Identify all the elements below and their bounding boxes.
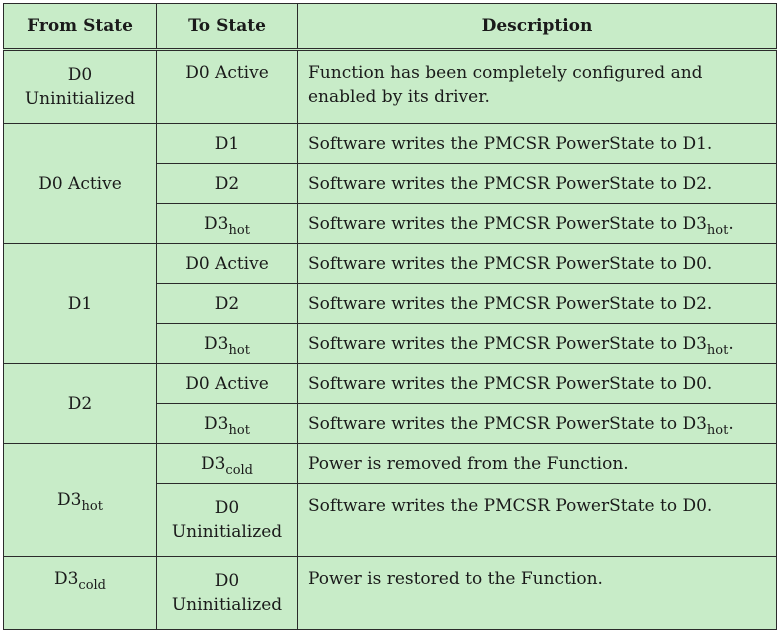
from-state-cell: D0 Uninitialized [4,50,157,124]
to-state-cell: D0 Uninitialized [157,557,298,630]
to-state-cell: $D3_{hot}$ [157,204,298,244]
table-row [4,124,777,164]
to-state-cell: $D3_{hot}$ [157,324,298,364]
to-state-cell: D1 [157,124,298,164]
to-state-cell: D0 Uninitialized [157,484,298,557]
to-state-cell: D0 Active [157,244,298,284]
from-state-cell: D2 [4,364,157,444]
description-cell: Software writes the PMCSR PowerState to $D3_{hot}$. [298,404,777,444]
from-state-cell: D1 [4,244,157,364]
to-state-cell: D0 Active [157,364,298,404]
to-state-cell: D0 Active [157,50,298,124]
description-cell: Software writes the PMCSR PowerState to D1. [298,124,777,164]
description-cell: Power is removed from the Function. [298,444,777,484]
description-cell: Software writes the PMCSR PowerState to D0. [298,244,777,284]
to-state-cell: $D3_{hot}$ [157,404,298,444]
from-state-cell: $D3_{hot}$ [4,444,157,557]
header-row [4,4,777,50]
description-cell: Software writes the PMCSR PowerState to D2. [298,284,777,324]
table-row [4,444,777,484]
state-transition-table [3,3,777,630]
table-row [4,557,777,630]
header-from-state: From State [4,4,157,50]
to-state-cell: $D3_{cold}$ [157,444,298,484]
header-description: Description [298,4,777,50]
table-row [4,50,777,124]
to-state-cell: D2 [157,284,298,324]
table-row [4,244,777,284]
description-cell: Function has been completely configured and enabled by its driver. [298,50,777,124]
description-cell: Power is restored to the Function. [298,557,777,630]
to-state-cell: D2 [157,164,298,204]
table-row [4,364,777,404]
from-state-cell: $D3_{cold}$ [4,557,157,630]
header-to-state: To State [157,4,298,50]
description-cell: Software writes the PMCSR PowerState to D0. [298,484,777,557]
from-state-cell: D0 Active [4,124,157,244]
description-cell: Software writes the PMCSR PowerState to D2. [298,164,777,204]
description-cell: Software writes the PMCSR PowerState to D0. [298,364,777,404]
description-cell: Software writes the PMCSR PowerState to $D3_{hot}$. [298,204,777,244]
description-cell: Software writes the PMCSR PowerState to $D3_{hot}$. [298,324,777,364]
